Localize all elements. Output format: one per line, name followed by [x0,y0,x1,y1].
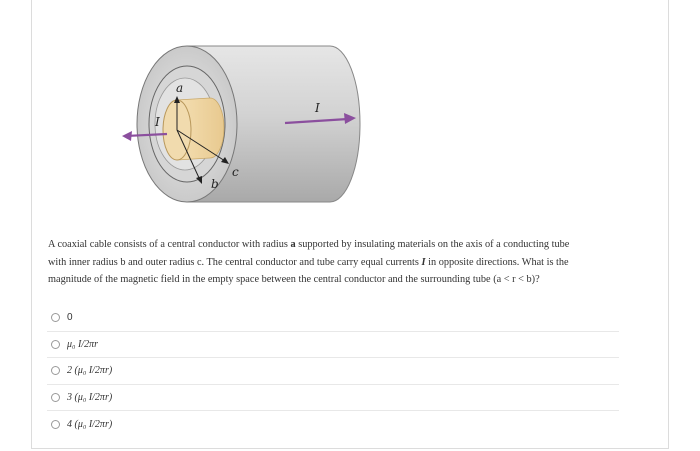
question-part2: supported by insulating materials on the axis of a conducting tube [295,239,570,250]
question-card [31,0,669,449]
option-label: μ₀ I/2πr [67,338,99,350]
question-part1: A coaxial cable consists of a central conductor with radius [48,239,291,250]
question-part3: in opposite directions. What is the [425,256,569,268]
radio-button[interactable] [51,340,60,349]
radio-button[interactable] [51,313,60,322]
coaxial-cable-figure [92,30,392,230]
radio-button[interactable] [51,366,60,375]
question-line3: magnitude of the magnetic field in the empty space between the central conductor and the surrounding tube (a < r < b)? [48,274,540,285]
question-line2: with inner radius b and outer radius c. The central conductor and tube carry equal currents [48,256,422,268]
answer-options [47,305,619,437]
option-label: 2 (μ₀ I/2πr) [67,365,113,377]
label-b: b [211,177,219,191]
question-bold-a: a [290,239,296,250]
option-label: 4 (μ₀ I/2πr) [67,418,113,430]
option-3[interactable] [47,384,619,411]
label-c: c [232,165,239,179]
option-0[interactable] [47,305,619,331]
radio-button[interactable] [51,420,60,429]
option-label: 0 [67,312,73,324]
radio-button[interactable] [51,393,60,402]
question-text [48,236,608,289]
label-current-left: I [155,115,160,129]
label-a: a [176,81,184,95]
question-bold-I: I [421,256,426,268]
option-4[interactable] [47,410,619,437]
option-2[interactable] [47,357,619,384]
option-1[interactable] [47,331,619,358]
option-label: 3 (μ₀ I/2πr) [67,392,113,404]
label-current-right: I [315,101,320,115]
